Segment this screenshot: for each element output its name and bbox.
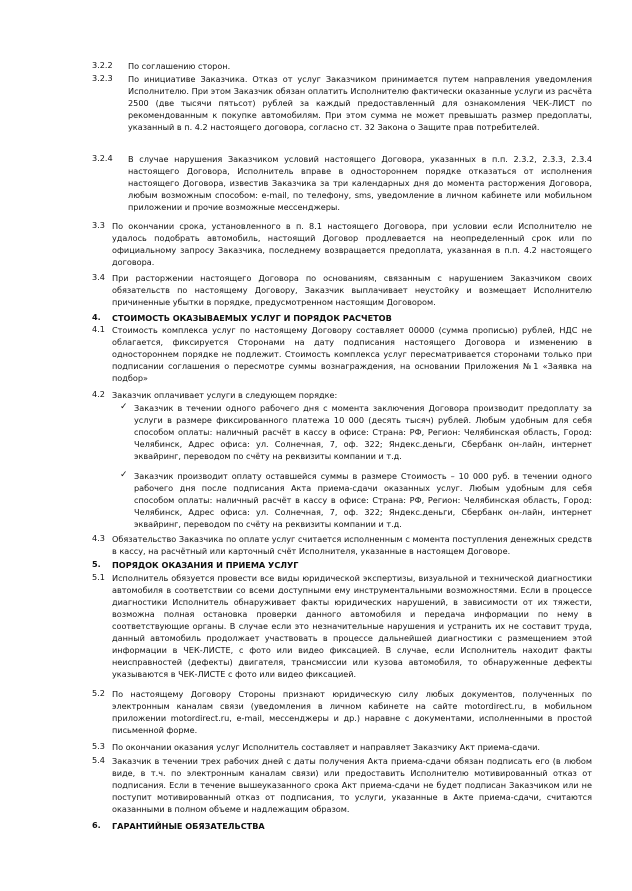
payment-item-remainder xyxy=(92,470,592,530)
clause-text: В случае нарушения Заказчиком условий настоящего Договора, указанных в п.п. 2.3.2, 2.3.3, 2.3.4 настоящего Договора, Исполнитель вправе в одностороннем порядке отказаться от исполнения настоящего Договора, известив Заказчика за три календарных дня до момента расторжения Договора, любым возможным способом: e-mail, по телефону, sms, уведомление в личном кабинете или мобильном приложении и прочие возможные мессенджеры. xyxy=(128,154,592,213)
clause-number: 5.3 xyxy=(92,741,105,751)
section-number: 6. xyxy=(92,820,101,830)
section-number: 4. xyxy=(92,312,101,322)
clause-number: 3.3 xyxy=(92,220,105,230)
section-5-heading xyxy=(92,559,592,571)
clause-text: По соглашению сторон. xyxy=(128,61,231,71)
clause-text: По настоящему Договору Стороны признают юридическую силу любых документов, полученных по электронным каналам связи (уведомления в личном кабинете на сайте motordirect.ru, в мобильном приложении motordirect.ru, e-mail, мессенджеры и др.) наравне с документами, исполненными в простой письменной форме. xyxy=(112,689,592,736)
section-4-heading xyxy=(92,312,592,324)
clause-number: 4.1 xyxy=(92,324,105,334)
clause-5-3 xyxy=(92,741,592,753)
clause-text: Заказчик в течении трех рабочих дней с даты получения Акта приема-сдачи обязан подписать его (в любом виде, в т.ч. по электронным каналам связи) или предоставить Исполнителю мотивированный отказ от подписания. Если в течение вышеуказанного срока Акт приема-сдачи не будет подписан Заказчиком или не поступит мотивированный отказ от подписания, то услуги, указанные в Акте приема-сдачи, считаются оказанными в полном объеме и надлежащим образом. xyxy=(112,756,592,815)
clause-number: 3.2.2 xyxy=(92,60,113,70)
item-text: Заказчик в течении одного рабочего дня с момента заключения Договора производит предоплату за услуги в размере фиксированного платежа 10 000 (десять тысяч) рублей. Любым удобным для себя способом оплаты: наличный расчёт в кассу в офисе: Страна: РФ, Регион: Челябинская область, Город: Челябинск, Адрес офиса: ул. Солнечная, 7, оф. 322; Яндекс.деньги, Сбербанк он-лайн, интернет эквайринг, переводом по счёту на реквизиты компании и т.д. xyxy=(134,403,592,462)
clause-text: Стоимость комплекса услуг по настоящему Договору составляет 00000 (сумма прописью) рублей, НДС не облагается, фиксируется Сторонами на дату подписания настоящего Договора и изменению в одностороннем порядке не подлежит. Стоимость комплекса услуг пересматривается сторонами только при подписании соглашения о пересмотре суммы вознаграждения, на основании Приложения №1 «Заявка на подбор» xyxy=(112,325,592,384)
clause-3-3 xyxy=(92,220,592,268)
section-number: 5. xyxy=(92,559,101,569)
clause-text: По окончании оказания услуг Исполнитель составляет и направляет Заказчику Акт приема-сдачи. xyxy=(112,742,540,752)
clause-text: По окончании срока, установленного в п. 8.1 настоящего Договора, при условии если Исполнителю не удалось подобрать автомобиль, настоящий Договор продлевается на неопределенный срок или по официальному запросу Заказчика, последнему возвращается предоплата, указанная в п.п. 4.2 настоящего договора. xyxy=(112,221,592,268)
checkmark-icon: ✓ xyxy=(120,402,128,412)
clause-text: При расторжении настоящего Договора по основаниям, связанным с нарушением Заказчиком своих обязательств по настоящему Договору, Заказчик выплачивает неустойку и возмещает Исполнителю причиненные убытки в порядке, предусмотренном настоящим Договором. xyxy=(112,273,592,308)
clause-3-4 xyxy=(92,272,592,308)
clause-3-2-2 xyxy=(92,60,592,72)
item-text: Заказчик производит оплату оставшейся суммы в размере Стоимость – 10 000 руб. в течении одного рабочего дня после подписания Акта приема-сдачи оказанных услуг. Любым удобным для себя способом оплаты: наличный расчёт в кассу в офисе: Страна: РФ, Регион: Челябинская область, Город: Челябинск, Адрес офиса: ул. Солнечная, 7, оф. 322; Яндекс.деньги, Сбербанк он-лайн, интернет эквайринг, переводом по счёту на реквизиты компании и т.д. xyxy=(134,471,592,530)
section-title: СТОИМОСТЬ ОКАЗЫВАЕМЫХ УСЛУГ И ПОРЯДОК РАСЧЕТОВ xyxy=(112,313,392,323)
clause-number: 5.2 xyxy=(92,688,105,698)
clause-5-1 xyxy=(92,572,592,680)
clause-number: 3.4 xyxy=(92,272,105,282)
checkmark-icon: ✓ xyxy=(120,470,128,480)
clause-number: 4.3 xyxy=(92,533,105,543)
clause-3-2-4 xyxy=(92,153,592,213)
clause-text: Обязательство Заказчика по оплате услуг считается исполненным с момента поступления денежных средств в кассу, на расчётный или карточный счёт Исполнителя, указанные в настоящем Договоре. xyxy=(112,534,592,557)
clause-3-2-3 xyxy=(92,73,592,133)
clause-number: 3.2.3 xyxy=(92,73,113,83)
clause-text: Исполнитель обязуется провести все виды юридической экспертизы, визуальной и технической диагностики автомобиля в соответствии со всеми доступными ему инструментальными возможностями. Если в процессе диагностики Исполнитель обнаруживает факты юридических нарушений, в зависимости от их тяжести, возможна полная остановка проверки данного автомобиля и передача информации по нему в соответствующие органы. В случае если это незначительные нарушения и устранить их не составит труда, данный автомобиль продолжает участвовать в процессе дальнейшей диагностики с размещением этой информации в ЧЕК-ЛИСТЕ, с фото или видео фиксацией. В случае, если Исполнитель находит факты неисправностей (дефекты) двигателя, трансмиссии или кузова автомобиля, то обнаруженные дефекты указываются в ЧЕК-ЛИСТЕ с фото или видео фиксацией. xyxy=(112,573,592,680)
clause-number: 5.4 xyxy=(92,755,105,765)
payment-item-prepayment xyxy=(92,402,592,462)
clause-5-4 xyxy=(92,755,592,815)
clause-4-3 xyxy=(92,533,592,557)
section-6-heading xyxy=(92,820,592,832)
clause-text: По инициативе Заказчика. Отказ от услуг Заказчиком принимается путем направления уведомления Исполнителю. При этом Заказчик обязан оплатить Исполнителю фактически оказанные услуги из расчёта 2500 (две тысячи пятьсот) рублей за каждый предоставленный для ознакомления ЧЕК-ЛИСТ по рекомендованным к покупке автомобилям. При этом сумма не может превышать размер предоплаты, указанный в п. 4.2 настоящего договора, согласно ст. 32 Закона о Защите прав потребителей. xyxy=(128,74,592,133)
clause-4-2 xyxy=(92,389,592,401)
section-title: ПОРЯДОК ОКАЗАНИЯ И ПРИЕМА УСЛУГ xyxy=(112,560,299,570)
clause-text: Заказчик оплачивает услуги в следующем порядке: xyxy=(112,390,338,400)
clause-number: 4.2 xyxy=(92,389,105,399)
clause-number: 5.1 xyxy=(92,572,105,582)
clause-number: 3.2.4 xyxy=(92,153,113,163)
clause-4-1 xyxy=(92,324,592,384)
section-title: ГАРАНТИЙНЫЕ ОБЯЗАТЕЛЬСТВА xyxy=(112,821,265,831)
clause-5-2 xyxy=(92,688,592,736)
